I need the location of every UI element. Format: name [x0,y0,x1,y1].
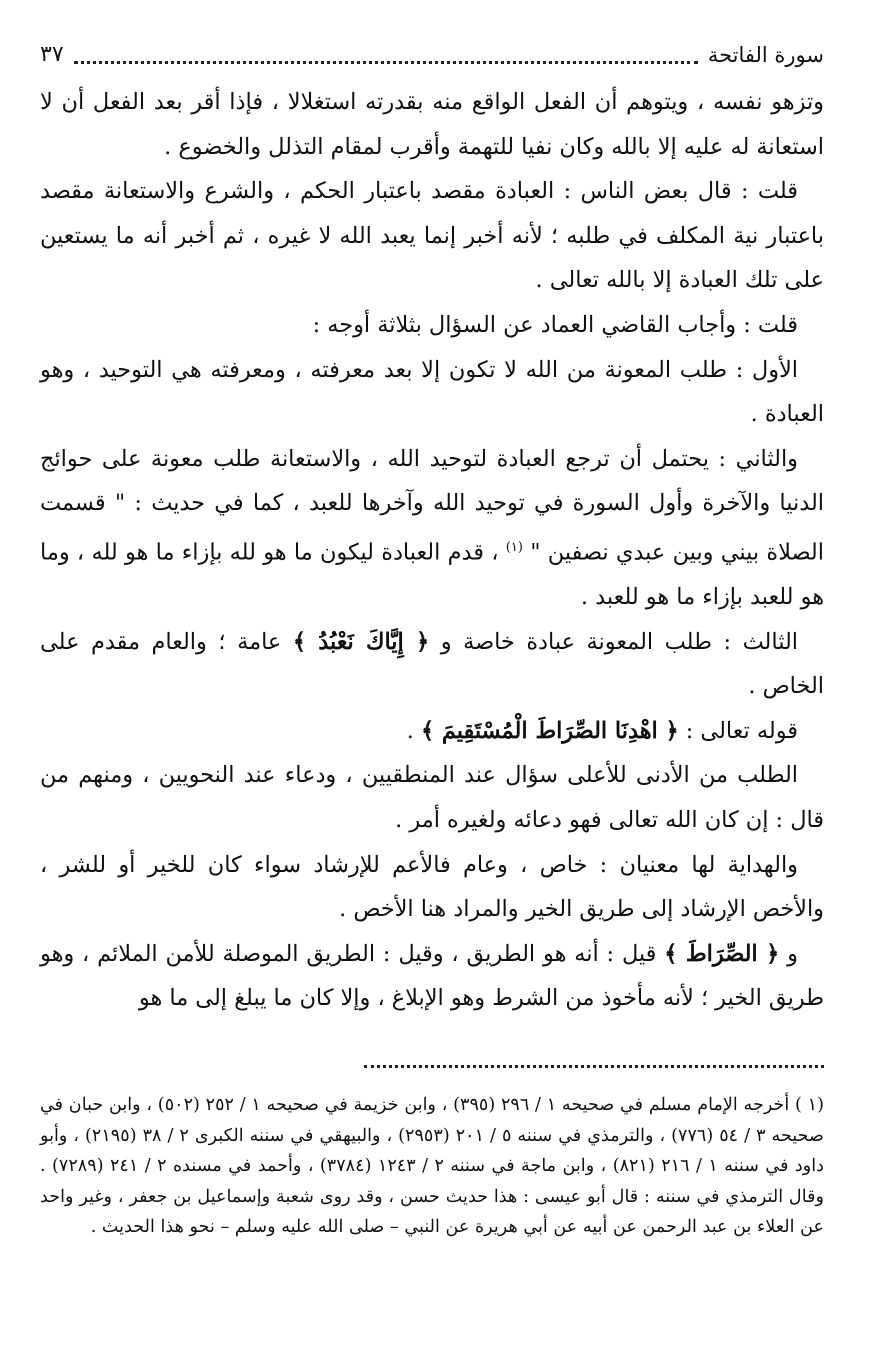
paragraph [40,303,824,348]
paragraph-text: ، قدم العبادة ليكون ما هو لله بإزاء ما هو لله ، وما هو للعبد بإزاء ما هو للعبد . [40,539,824,610]
book-page [40,38,824,1338]
paragraph-text: الأول : طلب المعونة من الله لا تكون إلا بعد معرفته ، ومعرفته هي التوحيد ، وهو العبادة . [40,356,824,428]
paragraph [40,753,824,842]
main-text [40,80,824,1021]
paragraph-text: قوله تعالى : [678,717,798,744]
paragraph [40,80,824,169]
paragraph-text: عامة ؛ والعام مقدم على الخاص . [40,628,824,700]
chapter-title: سورة الفاتحة [707,43,824,67]
paragraph-text: الطلب من الأدنى للأعلى سؤال عند المنطقيين ، ودعاء عند النحويين ، ومنهم من قال : إن كان الله تعالى فهو دعائه ولغيره أمر . [40,762,824,833]
paragraph [40,437,824,620]
paragraph-text: قلت : وأجاب القاضي العماد عن السؤال بثلاثة أوجه : [312,311,798,338]
footnote-divider [364,1065,824,1068]
paragraph-text: قلت : قال بعض الناس : العبادة مقصد باعتبار الحكم ، والشرع والاستعانة مقصد باعتبار نية المكلف في طلبه ؛ لأنه أخبر إنما يعبد الله لا غيره ، ثم أخبر أنه ما يستعين على تلك العبادة إلا بالله تعالى . [40,178,824,294]
quran-quote: ﴿ إِيَّاكَ نَعْبُدُ ﴾ [292,628,430,655]
footnotes [40,1090,824,1243]
page-number: ٣٧ [40,42,64,67]
quran-quote: ﴿ اهْدِنَا الصِّرَاطَ الْمُسْتَقِيمَ ﴾ [420,717,679,744]
header-dotted-leader [74,61,698,64]
footnote-text: (١ ) أخرجه الإمام مسلم في صحيحه ١ / ٢٩٦ (٣٩٥) ، وابن خزيمة في صحيحه ١ / ٢٥٢ (٥٠٢) ، وابن حبان في صحيحه ٣ / ٥٤ (٧٧٦) ، والترمذي في سننه ٥ / ٢٠١ (٢٩٥٣) ، والبيهقي في سننه الكبرى ٢ / ٣٨ (٢١٩٥) ، وأبو داود في سننه ١ / ٢١٦ (٨٢١) ، وابن ماجة في سننه ٢ / ١٢٤٣ (٣٧٨٤) ، وأحمد في مسنده ٢ / ٢٤١ (٧٢٨٩) . وقال الترمذي في سننه : قال أبو عيسى : هذا حديث حسن ، وقد روى شعبة وإسماعيل بن جعفر ، وغير واحد عن العلاء بن عبد الرحمن عن أبيه عن أبي هريرة عن النبي – صلى الله عليه وسلم – نحو هذا الحديث . [40,1094,824,1238]
paragraph [40,932,824,1021]
paragraph-text: و [787,940,798,967]
paragraph-text: . [406,717,414,744]
footnote [40,1090,824,1243]
paragraph [40,169,824,303]
paragraph-text: والثاني : يحتمل أن ترجع العبادة لتوحيد الله ، والاستعانة طلب معونة على حوائج الدنيا والآخرة وأول السورة في توحيد الله وآخرها للعبد ، كما في حديث : " قسمت الصلاة بيني وبين عبدي نصفين " [40,445,824,566]
paragraph [40,348,824,437]
paragraph [40,843,824,932]
paragraph [40,620,824,709]
footnote-reference: (١) [505,539,523,555]
quran-quote: ﴿ الصِّرَاطَ ﴾ [664,940,780,967]
running-header [40,38,824,72]
paragraph-text: وتزهو نفسه ، ويتوهم أن الفعل الواقع منه بقدرته استغلالا ، فإذا أقر بعد الفعل أن لا استعانة له عليه إلا بالله وكان نفيا للتهمة وأقرب لمقام التذلل والخضوع . [40,89,824,160]
paragraph-text: قيل : أنه هو الطريق ، وقيل : الطريق الموصلة للأمن الملائم ، وهو طريق الخير ؛ لأنه مأخوذ من الشرط وهو الإبلاغ ، وإلا كان ما يبلغ إلى ما هو [40,940,824,1012]
paragraph-text: والهداية لها معنيان : خاص ، وعام فالأعم للإرشاد سواء كان للخير أو للشر ، والأخص الإرشاد إلى طريق الخير والمراد هنا الأخص . [40,851,824,923]
paragraph-text: الثالث : طلب المعونة عبادة خاصة و [440,628,799,655]
paragraph [40,709,824,754]
